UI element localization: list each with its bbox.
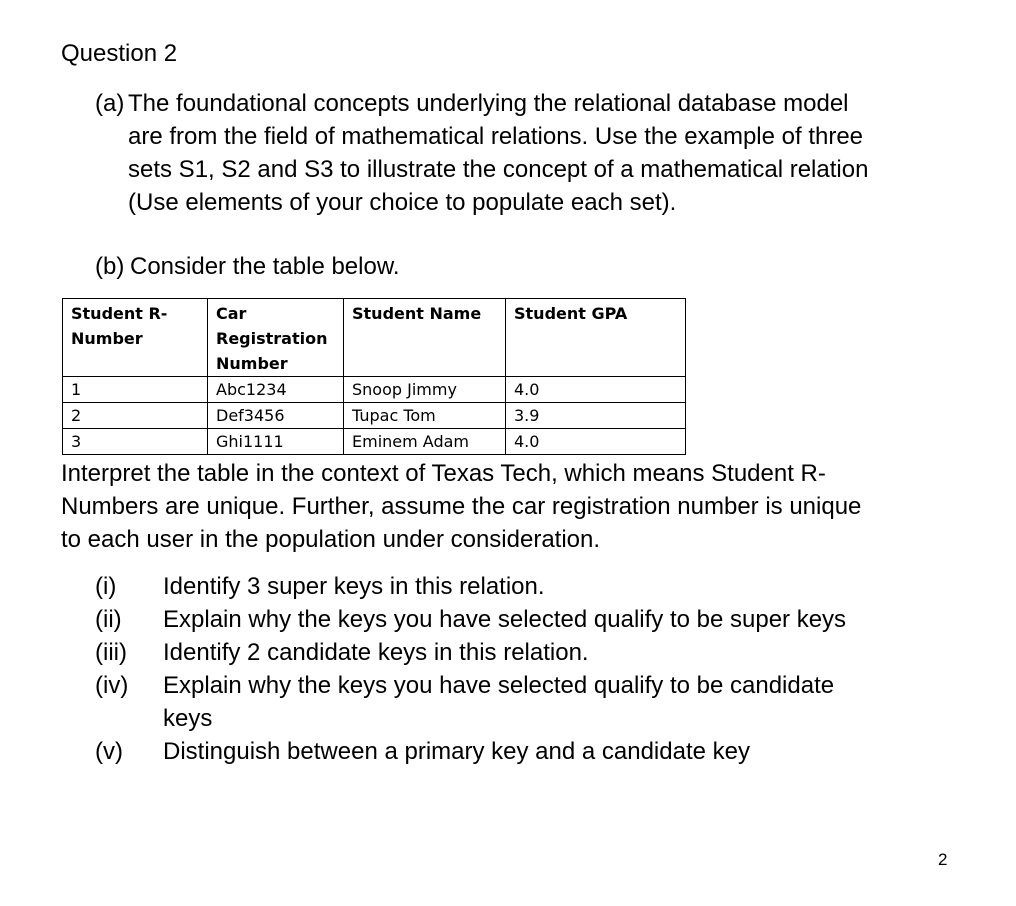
header-text: Car (216, 304, 247, 323)
subpart-iii (95, 636, 846, 669)
table-cell: 1 (63, 377, 208, 403)
subpart-line: Explain why the keys you have selected qualify to be candidate (163, 672, 835, 699)
subpart-ii (95, 603, 846, 636)
subpart-iv (95, 669, 846, 735)
subpart-label: (ii) (95, 606, 122, 633)
subpart-line: Identify 3 super keys in this relation. (163, 573, 545, 600)
part-a-line-2: are from the field of mathematical relations. Use the example of three (128, 123, 864, 150)
header-student-gpa (506, 299, 686, 377)
table-cell: Tupac Tom (344, 403, 506, 429)
subparts-list (95, 570, 846, 768)
part-b-label: (b) (95, 253, 125, 280)
header-text: Student Name (352, 304, 482, 323)
part-a-line-3: sets S1, S2 and S3 to illustrate the concept of a mathematical relation (128, 156, 869, 183)
table-cell: 4.0 (506, 429, 686, 455)
interpret-paragraph (61, 457, 861, 556)
table-cell: Ghi1111 (208, 429, 344, 455)
subpart-label: (v) (95, 738, 123, 765)
subpart-label: (i) (95, 573, 117, 600)
part-a (95, 87, 975, 219)
page-number: 2 (938, 850, 948, 869)
header-car-registration-number (208, 299, 344, 377)
part-b (95, 252, 400, 282)
table-cell: 3 (63, 429, 208, 455)
subpart-line: Identify 2 candidate keys in this relation. (163, 639, 589, 666)
table-cell: Abc1234 (208, 377, 344, 403)
interpret-line-1: Interpret the table in the context of Texas Tech, which means Student R- (61, 460, 826, 487)
header-text: Registration (216, 329, 328, 348)
subpart-text (163, 570, 545, 603)
header-text: Number (216, 354, 288, 373)
part-a-label: (a) (95, 90, 125, 117)
table-cell: Eminem Adam (344, 429, 506, 455)
table-header-row (63, 299, 686, 377)
table-row (63, 429, 686, 455)
header-text: Student R- (71, 304, 168, 323)
part-a-first-line (95, 87, 975, 120)
table-cell: Def3456 (208, 403, 344, 429)
subpart-label: (iii) (95, 639, 127, 666)
table-cell: 4.0 (506, 377, 686, 403)
subpart-line: Distinguish between a primary key and a candidate key (163, 738, 750, 765)
subpart-text (163, 735, 750, 768)
student-table (62, 298, 686, 455)
header-student-r-number (63, 299, 208, 377)
table-cell: 2 (63, 403, 208, 429)
table-cell: 3.9 (506, 403, 686, 429)
subpart-v (95, 735, 846, 768)
question-title: Question 2 (61, 40, 178, 67)
interpret-line-2: Numbers are unique. Further, assume the car registration number is unique (61, 493, 862, 520)
subpart-text (163, 669, 834, 735)
header-text: Student GPA (514, 304, 628, 323)
header-text: Number (71, 329, 143, 348)
part-a-line-1: The foundational concepts underlying the relational database model (128, 90, 849, 117)
part-b-text: Consider the table below. (130, 253, 400, 280)
subpart-text (163, 603, 846, 636)
interpret-line-3: to each user in the population under consideration. (61, 526, 601, 553)
table-row (63, 377, 686, 403)
table-row (63, 403, 686, 429)
subpart-line: Explain why the keys you have selected qualify to be super keys (163, 606, 847, 633)
subpart-line: keys (163, 705, 213, 732)
subpart-label: (iv) (95, 672, 129, 699)
subpart-text (163, 636, 589, 669)
header-student-name (344, 299, 506, 377)
part-a-line-4: (Use elements of your choice to populate each set). (128, 189, 677, 216)
subpart-i (95, 570, 846, 603)
table-cell: Snoop Jimmy (344, 377, 506, 403)
